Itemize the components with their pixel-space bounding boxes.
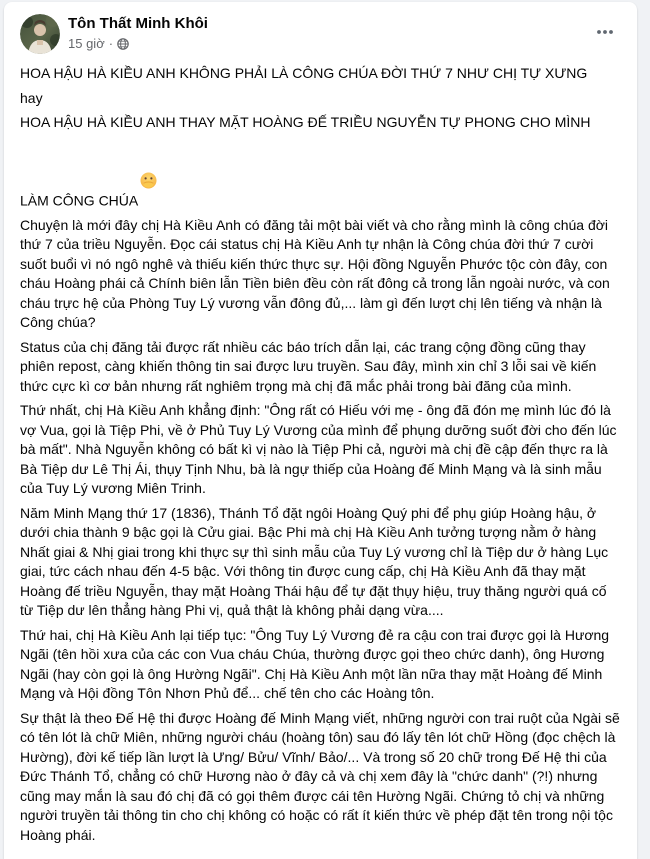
post-content: [20, 64, 624, 845]
dot-separator: ·: [108, 36, 114, 51]
globe-public-icon: [117, 38, 129, 50]
post-paragraph-2: Status của chị đăng tải được rất nhiều các báo trích dẫn lại, các trang cộng đồng cũng thay phiên repost, càng khiến thông tin sai được lưu truyền. Sau đây, mình xin chỉ 3 lỗi sai về kiến thức cực kì cơ bản nhưng rất nghiêm trọng mà chị đã mắc phải trong bài đăng của mình.: [20, 338, 601, 394]
more-options-button[interactable]: [589, 16, 621, 48]
post-meta: [68, 14, 589, 52]
post-paragraph-5: Thứ hai, chị Hà Kiều Anh lại tiếp tục: "Ông Tuy Lý Vương đẻ ra cậu con trai được gọi là Hương Ngãi (tên hồi xưa của các con Vua cháu Chúa, thường được gọi theo chức danh), ông Hương Ngãi (hay còn gọi là ông Hường Ngãi". Chị Hà Kiều Anh một lần nữa thay mặt Hoàng đế Minh Mạng và Hội đồng Tôn Nhơn Phủ để... chế tên cho các Hoàng tôn.: [20, 626, 613, 701]
post-conjunction: hay: [20, 89, 43, 106]
face-with-hand-over-mouth-emoji: [140, 133, 157, 150]
timestamp[interactable]: 15 giờ: [68, 36, 105, 51]
avatar-image: [20, 14, 60, 54]
author-name[interactable]: Tôn Thất Minh Khôi: [68, 15, 208, 32]
post-paragraph-1: Chuyện là mới đây chị Hà Kiều Anh có đăng tải một bài viết và cho rằng mình là công chúa đời thứ 7 của triều Nguyễn. Đọc cái status chị Hà Kiều Anh tự nhận là Công chúa đời thứ 7 cười suốt buổi vì nó ngô nghê và thiếu kiến thức thực sự. Hội đồng Nguyễn Phước tộc còn đây, con cháu Hoàng phái cả Chính biên lẫn Tiền biên đều còn rất đông cả trong lẫn ngoài nước, và con cháu trực hệ của Phòng Tuy Lý vương vẫn đông đủ,... làm gì đến lượt chị lên tiếng và nhận là Công chúa?: [20, 216, 614, 330]
post-paragraph-6: Sự thật là theo Đế Hệ thi được Hoàng đế Minh Mạng viết, những người con trai ruột của Ngài sẽ có tên lót là chữ Miên, những người cháu (hoàng tôn) sau đó lấy tên lót chữ Hồng (đọc chệch là Hường), đời kế tiếp lần lượt là Ưng/ Bửu/ Vĩnh/ Bảo/... Và trong số 20 chữ trong Đế Hệ thi của Đức Thánh Tổ, chẳng có chữ Hương nào ở đây cả và chị xem đây là "chức danh" (?!) nhưng cũng may mắn là sau đó chị đã có gọi thêm được cái tên Hường Ngãi. Chứng tỏ chị và những người truyền tải thông tin cho chị không có hoặc có rất ít kiến thức về phép đặt tên trong nội tộc Hoàng phái.: [20, 709, 624, 843]
post-paragraph-3: Thứ nhất, chị Hà Kiều Anh khẳng định: "Ông rất có Hiếu với mẹ - ông đã đón mẹ mình lúc đó là vợ Vua, gọi là Tiệp Phi, về ở Phủ Tuy Lý Vương của mình để phụng dưỡng suốt đời cho đến lúc bà mất". Nhà Nguyễn không có bất kì vị nào là Tiệp Phi cả, người mà chị đề cập đến thực ra là Bà Tiệp dư Lê Thị Ái, thụy Tịnh Nhu, bà là ngự thiếp của Hoàng đế Minh Mạng và là sinh mẫu của Tuy Lý vương Miên Trinh.: [20, 402, 621, 496]
post-header: [20, 14, 621, 54]
post-card: [4, 2, 637, 859]
post-headline-2: [20, 113, 621, 211]
ellipsis-more-icon: [595, 22, 615, 42]
post-subline: [68, 36, 589, 52]
post-headline-1: HOA HẬU HÀ KIỀU ANH KHÔNG PHẢI LÀ CÔNG CHÚA ĐỜI THỨ 7 NHƯ CHỊ TỰ XƯNG: [20, 65, 588, 81]
avatar[interactable]: [20, 14, 60, 54]
post-headline-2-text: HOA HẬU HÀ KIỀU ANH THAY MẶT HOÀNG ĐẾ TRIỀU NGUYỄN TỰ PHONG CHO MÌNH LÀM CÔNG CHÚA: [20, 114, 595, 208]
post-paragraph-4: Năm Minh Mạng thứ 17 (1836), Thánh Tổ đặt ngôi Hoàng Quý phi để phụ giúp Hoàng hậu, ở dưới chia thành 9 bậc gọi là Cửu giai. Bậc Phi mà chị Hà Kiều Anh tưởng tượng nằm ở hàng Nhất giai & Nhị giai trong khi thực sự thì sinh mẫu của Tuy Lý vương chỉ là Tiệp dư ở hàng Lục giai, tức cách nhau đến 4-5 bậc. Với thông tin được cung cấp, chị Hà Kiều Anh đã thay mặt Hoàng đế triều Nguyễn, thay mặt Hoàng Thái hậu để tự đặt thụy hiệu, truy thăng người quá cố từ Tiệp dư lên thẳng hàng Phi vị, quả thật là không phải dạng vừa....: [20, 504, 613, 618]
